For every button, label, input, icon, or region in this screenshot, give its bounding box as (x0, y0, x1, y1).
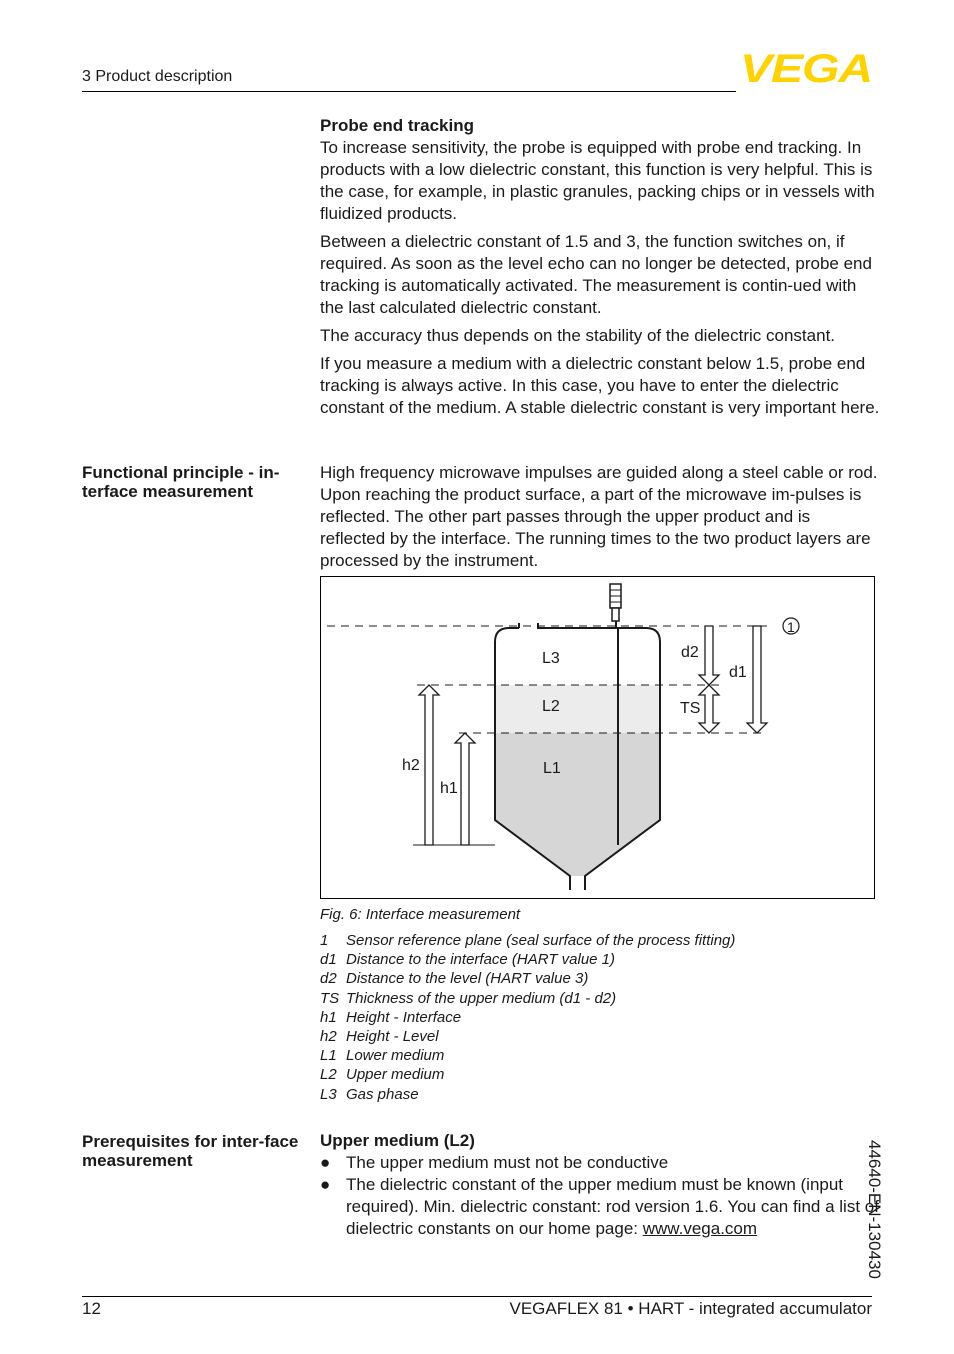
logo-text: VEGA (740, 52, 872, 84)
paragraph: If you measure a medium with a dielectric constant below 1.5, probe end tracking is always active. In this case, you have to enter the dielectric constant of the medium. A stable dielectric constant is very important here. (320, 354, 880, 417)
vega-website-link[interactable]: www.vega.com (642, 1219, 758, 1238)
label-l1: L1 (543, 760, 561, 777)
header-rule (82, 91, 736, 92)
legend-text: Lower medium (346, 1047, 445, 1065)
functional-principle-text: High frequency microwave impulses are guided along a steel cable or rod. Upon reaching the product surface, a part of the microwave im-pulses is reflected. The other part passes through the upper product and is reflected by the interface. The running times to the two product layers are processed by the instrument. (320, 463, 878, 570)
prerequisites-list (320, 1152, 880, 1240)
legend-key: 1 (320, 932, 329, 949)
legend-text: Height - Level (346, 1028, 439, 1046)
footer-title: VEGAFLEX 81 • HART - integrated accumulator (509, 1299, 872, 1318)
document-id: 44640-EN-130430 (865, 1140, 884, 1279)
legend-item (320, 1027, 735, 1046)
list-item (320, 1174, 880, 1240)
h1-arrow (455, 733, 475, 845)
upper-medium-title: Upper medium (L2) (320, 1131, 475, 1150)
legend-key: TS (320, 989, 340, 1007)
lower-medium-fill (495, 733, 660, 876)
label-ref: 1 (787, 619, 795, 635)
probe-end-tracking-section (320, 115, 880, 425)
paragraph: To increase sensitivity, the probe is equipped with probe end tracking. In products with a low dielectric constant, this function is very helpful. This is the case, for example, in plastic granules, packing chips or in vessels with fluidized products. (320, 138, 875, 223)
upper-medium-fill (495, 685, 660, 733)
interface-measurement-figure (320, 576, 875, 899)
legend-text: Gas phase (346, 1085, 419, 1103)
legend-text: Thickness of the upper medium (d1 - d2) (346, 989, 617, 1007)
bullet-icon: ● (320, 1153, 331, 1172)
tank-diagram (321, 577, 874, 898)
legend-item (320, 950, 735, 969)
legend-item (320, 1065, 735, 1084)
paragraph: The accuracy thus depends on the stability of the dielectric constant. (320, 326, 836, 345)
label-l3: L3 (542, 650, 560, 667)
legend-item (320, 931, 735, 950)
legend-item (320, 1085, 735, 1104)
legend-key: L1 (320, 1047, 337, 1065)
prerequisites-heading: Prerequisites for inter-face measurement (82, 1132, 299, 1170)
prerequisites-section (320, 1130, 880, 1240)
label-l2: L2 (542, 698, 560, 715)
label-h2: h2 (402, 757, 420, 774)
legend-text: Upper medium (346, 1066, 445, 1084)
legend-item (320, 1046, 735, 1065)
legend-text: Sensor reference plane (seal surface of the process fitting) (346, 932, 736, 949)
label-h1: h1 (440, 780, 458, 797)
legend-key: L3 (320, 1085, 337, 1103)
label-d2: d2 (681, 644, 699, 661)
legend-key: h2 (320, 1028, 337, 1046)
bullet-text: The dielectric constant of the upper medium must be known (input required). Min. dielectric constant: rod version 1.6. You can find a list of dielectric constants on our home page: (346, 1175, 879, 1238)
legend-item (320, 1008, 735, 1027)
legend-key: h1 (320, 1008, 337, 1026)
h2-arrow (419, 685, 439, 845)
figure-legend (320, 931, 735, 1104)
legend-text: Height - Interface (346, 1008, 462, 1026)
label-ts: TS (680, 700, 701, 717)
page-number: 12 (82, 1299, 101, 1318)
paragraph: Between a dielectric constant of 1.5 and 3, the function switches on, if required. As soon as the level echo can no longer be detected, probe end tracking is automatically activated. The measurement is contin-ued with the last calculated dielectric constant. (320, 232, 872, 317)
footer-rule (82, 1296, 872, 1297)
section-header: 3 Product description (82, 68, 233, 85)
probe-end-tracking-title: Probe end tracking (320, 116, 474, 135)
label-d1: d1 (729, 664, 747, 681)
legend-item (320, 989, 735, 1008)
legend-text: Distance to the interface (HART value 1) (346, 951, 616, 969)
legend-item (320, 969, 735, 988)
legend-key: d1 (320, 951, 337, 969)
bullet-icon: ● (320, 1175, 331, 1194)
legend-key: d2 (320, 970, 337, 988)
d1-arrow (747, 626, 767, 733)
ts-arrow (699, 685, 719, 733)
figure-caption: Fig. 6: Interface measurement (320, 906, 521, 923)
bullet-text: The upper medium must not be conductive (346, 1153, 669, 1172)
legend-key: L2 (320, 1066, 337, 1084)
list-item (320, 1152, 880, 1174)
d2-arrow (699, 626, 719, 685)
legend-text: Distance to the level (HART value 3) (346, 970, 589, 988)
vega-logo (740, 52, 872, 84)
functional-principle-heading: Functional principle - in-terface measurement (82, 463, 280, 501)
